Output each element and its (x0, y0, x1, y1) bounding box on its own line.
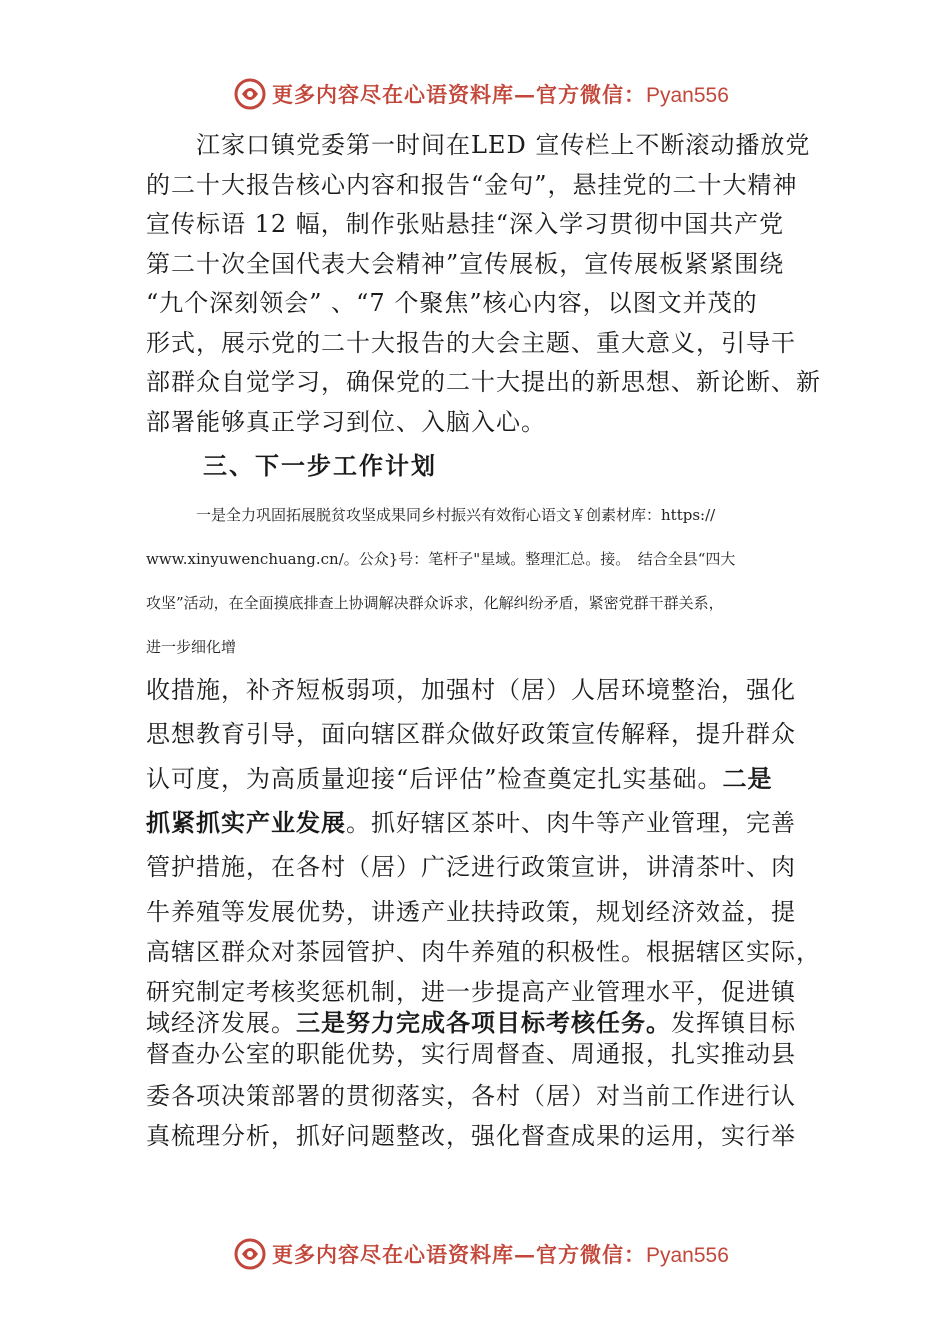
watermark-banner-bottom (232, 1234, 732, 1274)
body-line: 督查办公室的职能优势，实行周督查、周通报，扎实推动县 (146, 1040, 796, 1068)
body-line: 高辖区群众对茶园管护、肉牛养殖的积极性。根据辖区实际， (146, 938, 821, 966)
body-line: 域经济发展。三是努力完成各项目标考核任务。发挥镇目标 (146, 1009, 796, 1037)
body-line: 委各项决策部署的贯彻落实，各村（居）对当前工作进行认 (146, 1082, 796, 1110)
paragraph-line: 宣传标语 12 幅，制作张贴悬挂“深入学习贯彻中国共产党 (146, 210, 785, 238)
watermark-text: 更多内容尽在心语资料库—官方微信：Pyan556 (272, 1242, 729, 1267)
bold-phrase: 二是 (722, 765, 773, 793)
body-line: 牛养殖等发展优势，讲透产业扶持政策，规划经济效益，提 (146, 898, 796, 926)
paragraph-line: 的二十大报告核心内容和报告“金句”，悬挂党的二十大精神 (146, 171, 798, 199)
watermark-text: 更多内容尽在心语资料库—官方微信：Pyan556 (272, 82, 729, 107)
body-line: 抓紧抓实产业发展。抓好辖区茶叶、肉牛等产业管理，完善 (146, 809, 796, 837)
paragraph-line: 第二十次全国代表大会精神”宣传展板，宣传展板紧紧围绕 (146, 250, 785, 278)
bold-phrase: 三是努力完成各项目标考核任务。 (296, 1009, 671, 1037)
watermark-banner-top (232, 74, 732, 114)
brand-logo-icon (232, 1236, 268, 1272)
body-line: 认可度，为高质量迎接“后评估”检查奠定扎实基础。二是 (146, 765, 773, 793)
section-heading: 三、下一步工作计划 (203, 452, 437, 480)
small-text-line: www.xinyuwenchuang.cn/。公众}号：笔杆子"星域。整理汇总。接。 结合全县“四大 (146, 550, 736, 568)
bold-phrase: 抓紧抓实产业发展 (146, 809, 346, 837)
watermark-wechat: Pyan556 (646, 84, 729, 107)
paragraph-line: 形式，展示党的二十大报告的大会主题、重大意义，引导干 (146, 329, 796, 357)
paragraph-line: “九个深刻领会” 、“7 个聚焦”核心内容，以图文并茂的 (146, 289, 758, 317)
body-line: 真梳理分析，抓好问题整改，强化督查成果的运用，实行举 (146, 1122, 796, 1150)
body-line: 研究制定考核奖惩机制，进一步提高产业管理水平，促进镇 (146, 978, 796, 1006)
small-text-line: 攻坚”活动，在全面摸底排查上协调解决群众诉求，化解纠纷矛盾，紧密党群干群关系， (146, 594, 724, 612)
body-line: 收措施，补齐短板弱项，加强村（居）人居环境整治，强化 (146, 676, 796, 704)
body-line: 思想教育引导，面向辖区群众做好政策宣传解释，提升群众 (146, 720, 796, 748)
small-text-line: 进一步细化增 (146, 638, 237, 656)
watermark-wechat: Pyan556 (646, 1244, 729, 1267)
body-line: 管护措施，在各村（居）广泛进行政策宣讲，讲清茶叶、肉 (146, 853, 796, 881)
paragraph-line: 部署能够真正学习到位、入脑入心。 (146, 408, 546, 436)
paragraph-line: 江家口镇党委第一时间在LED 宣传栏上不断滚动播放党 (196, 131, 811, 159)
paragraph-line: 部群众自觉学习，确保党的二十大提出的新思想、新论断、新 (146, 368, 821, 396)
small-text-line: 一是全力巩固拓展脱贫攻坚成果同乡村振兴有效衔心语文￥创素材库：https:// (196, 506, 716, 524)
brand-logo-icon (232, 76, 268, 112)
